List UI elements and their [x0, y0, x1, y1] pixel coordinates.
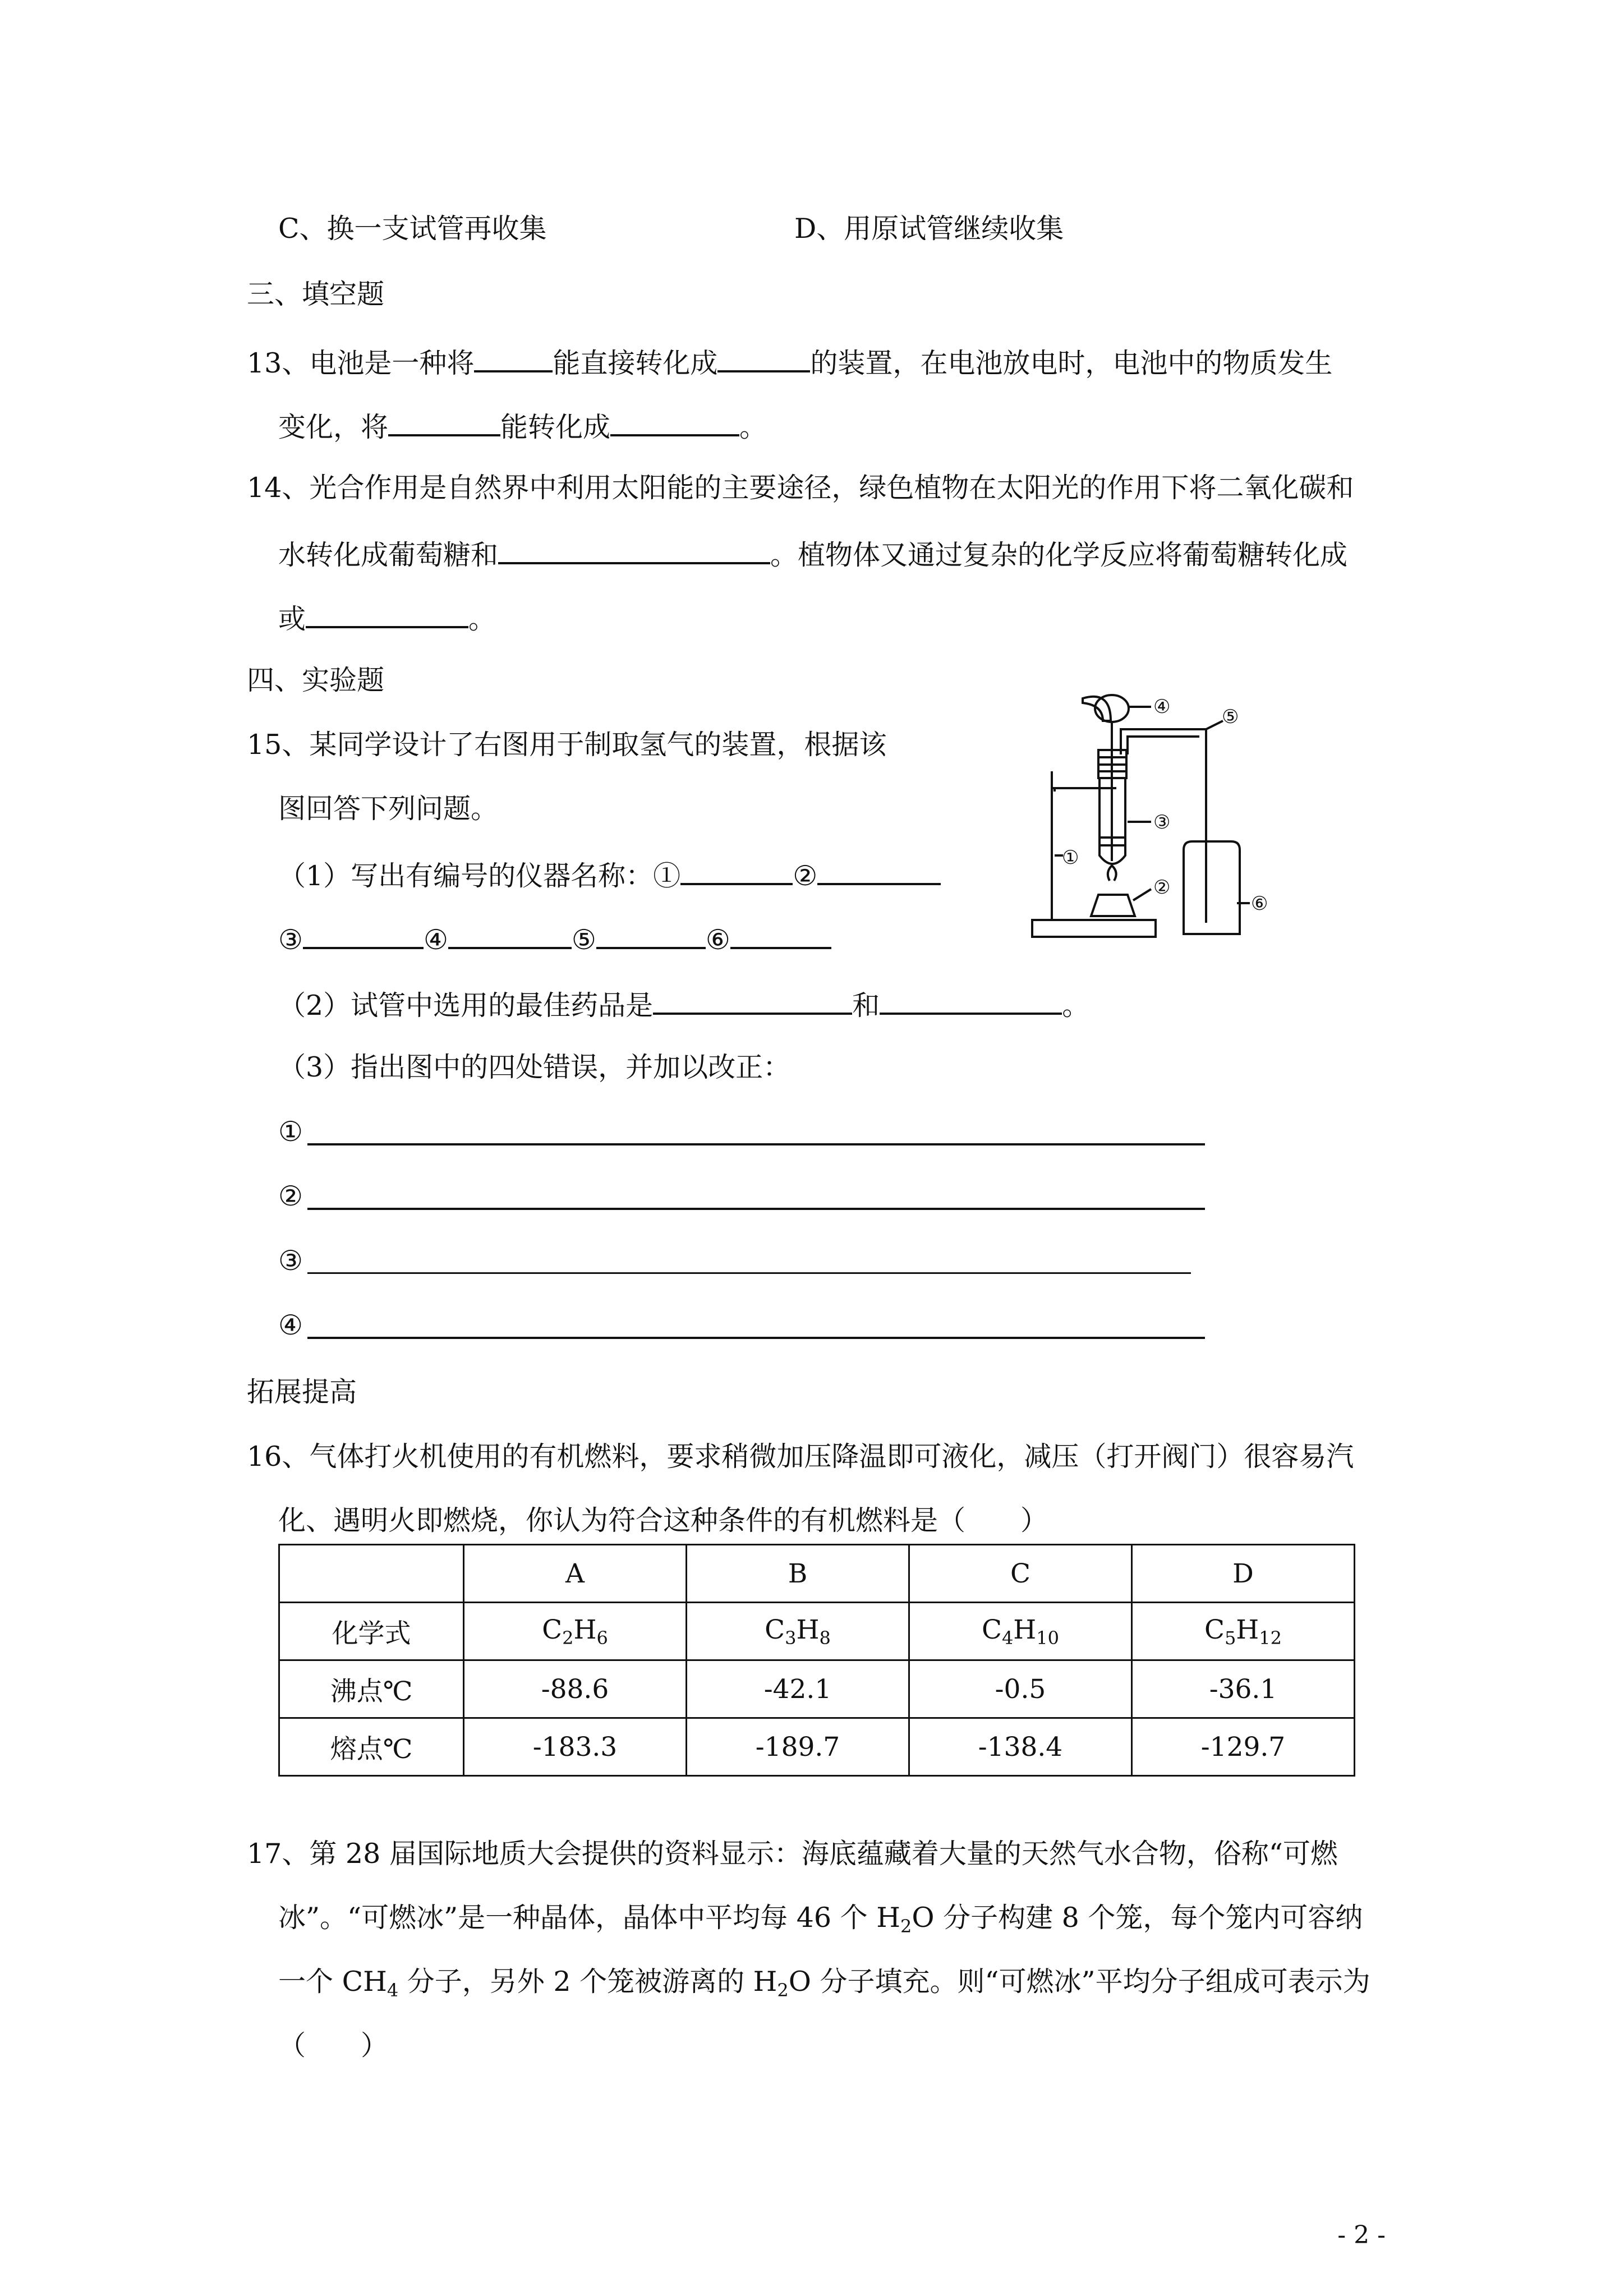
- q15-blank-6[interactable]: [730, 920, 831, 949]
- q14-blank-1[interactable]: [498, 535, 770, 564]
- q15-blank-4[interactable]: [448, 920, 572, 949]
- funnel: [1083, 697, 1111, 721]
- q13-text-1: 13、电池是一种将: [247, 347, 475, 379]
- section-title-experiment: 四、实验题: [247, 664, 385, 696]
- q15-blank-8[interactable]: [880, 986, 1062, 1015]
- question-14-line-2: [278, 535, 1347, 572]
- figure-label-1: ①: [1062, 846, 1079, 869]
- hydrogen-apparatus-figure: [1021, 687, 1313, 951]
- error-answer-line-3[interactable]: [307, 1272, 1191, 1274]
- question-15-intro-2: 图回答下列问题。: [278, 793, 499, 825]
- formula-c: $C_4H_{10}$: [909, 1603, 1132, 1660]
- q14-text-3: 。植物体又通过复杂的化学反应将葡萄糖转化成: [770, 539, 1348, 571]
- q13-blank-3[interactable]: [388, 407, 500, 436]
- question-14-line-3: [278, 599, 496, 636]
- q13-text-5: 能转化成: [500, 411, 611, 443]
- table-header-row: [279, 1545, 1355, 1603]
- boiling-b: -42.1: [687, 1660, 909, 1718]
- q13-text-4: 变化，将: [278, 411, 389, 443]
- formula-b: $C_3H_8$: [687, 1603, 909, 1660]
- melting-b: -189.7: [687, 1718, 909, 1776]
- table-row-melting: [279, 1718, 1355, 1776]
- q14-text-4: 或: [278, 603, 306, 635]
- table-header-d: D: [1132, 1545, 1355, 1603]
- question-15-sub-1: [278, 856, 941, 893]
- figure-label-6: ⑥: [1251, 892, 1268, 915]
- section-title-fill-in: 三、填空题: [247, 278, 385, 310]
- question-14-line-1: 14、光合作用是自然界中利用太阳能的主要途径，绿色植物在太阳光的作用下将二氧化碳和: [247, 472, 1354, 504]
- q13-blank-4[interactable]: [610, 407, 739, 436]
- error-label-1: ①: [278, 1116, 303, 1148]
- figure-label-3: ③: [1153, 811, 1171, 834]
- table-header-c: C: [909, 1545, 1132, 1603]
- question-17-line-4: （ ）: [278, 2030, 389, 2062]
- table-header-b: B: [687, 1545, 909, 1603]
- q15-sub2-text: （2）试管中选用的最佳药品是: [278, 990, 654, 1022]
- boiling-d: -36.1: [1132, 1660, 1355, 1718]
- figure-label-2: ②: [1153, 876, 1171, 899]
- question-16-line-1: 16、气体打火机使用的有机燃料，要求稍微加压降温即可液化，减压（打开阀门）很容易汽: [247, 1441, 1354, 1473]
- q15-sub2-and: 和: [852, 990, 880, 1022]
- q15-blank-1[interactable]: [680, 856, 793, 885]
- boiling-a: -88.6: [464, 1660, 687, 1718]
- question-13-line-1: [247, 343, 1332, 380]
- row-label-boiling: 沸点℃: [279, 1660, 464, 1718]
- table-row-formula: [279, 1603, 1355, 1660]
- q13-blank-2[interactable]: [717, 343, 810, 372]
- alcohol-lamp: [1091, 895, 1135, 916]
- error-label-2: ②: [278, 1180, 303, 1212]
- error-label-4: ④: [278, 1309, 303, 1341]
- question-15-sub-3: （3）指出图中的四处错误，并加以改正：: [278, 1051, 791, 1083]
- question-13-line-2: [278, 407, 767, 444]
- q15-circle-6: ⑥: [705, 924, 730, 956]
- q15-circle-4: ④: [423, 924, 448, 956]
- q14-text-5: 。: [468, 603, 496, 635]
- q13-blank-1[interactable]: [474, 343, 553, 372]
- question-17-line-2: 冰”。“可燃冰”是一种晶体，晶体中平均每 46 个 $H_2O$ 分子构建 8 个笼，每个笼内可容纳: [278, 1902, 1363, 1937]
- q15-blank-2[interactable]: [817, 856, 941, 885]
- formula-a: $C_2H_6$: [464, 1603, 687, 1660]
- q13-text-2: 能直接转化成: [553, 347, 718, 379]
- row-label-formula: 化学式: [279, 1603, 464, 1660]
- question-16-line-2: 化、遇明火即燃烧，你认为符合这种条件的有机燃料是（ ）: [278, 1504, 1048, 1536]
- error-label-3: ③: [278, 1245, 303, 1277]
- error-answer-line-4[interactable]: [307, 1337, 1205, 1339]
- fuel-properties-table: [278, 1544, 1355, 1777]
- question-15-intro-1: 15、某同学设计了右图用于制取氢气的装置，根据该: [247, 729, 887, 761]
- q15-blank-5[interactable]: [596, 920, 706, 949]
- q13-text-3: 的装置，在电池放电时，电池中的物质发生: [810, 347, 1333, 379]
- funnel-bulb: [1095, 695, 1129, 722]
- page-number: - 2 -: [1337, 2221, 1386, 2249]
- question-17-line-3: 一个 $CH_4$ 分子，另外 2 个笼被游离的 $H_2O$ 分子填充。则“可燃冰”平均分子组成可表示为: [278, 1966, 1370, 2001]
- section-title-extension: 拓展提高: [247, 1376, 357, 1408]
- q15-blank-7[interactable]: [653, 986, 852, 1015]
- question-15-sub-2: [278, 986, 1089, 1023]
- melting-c: -138.4: [909, 1718, 1132, 1776]
- stand-base: [1032, 920, 1156, 937]
- lamp-flame: [1108, 866, 1116, 881]
- figure-label-5: ⑤: [1222, 706, 1239, 728]
- q15-blank-3[interactable]: [303, 920, 424, 949]
- delivery-tube-inner: [1128, 737, 1199, 754]
- option-d: D、用原试管继续收集: [794, 213, 1064, 245]
- q15-circle-3: ③: [278, 924, 303, 956]
- q14-blank-2[interactable]: [306, 599, 468, 628]
- option-c: C、换一支试管再收集: [278, 213, 547, 245]
- question-15-sub-1b: [278, 920, 831, 957]
- question-17-line-1: 17、第 28 届国际地质大会提供的资料显示：海底蕴藏着大量的天然气水合物，俗称“可燃: [247, 1838, 1338, 1870]
- error-answer-line-1[interactable]: [307, 1143, 1205, 1145]
- q14-text-2: 水转化成葡萄糖和: [278, 539, 499, 571]
- table-header-a: A: [464, 1545, 687, 1603]
- melting-a: -183.3: [464, 1718, 687, 1776]
- q15-sub2-end: 。: [1062, 990, 1090, 1022]
- formula-d: $C_5H_{12}$: [1132, 1603, 1355, 1660]
- q15-circle-2: ②: [793, 860, 818, 892]
- q15-circle-5: ⑤: [571, 924, 596, 956]
- boiling-c: -0.5: [909, 1660, 1132, 1718]
- figure-label-4: ④: [1153, 696, 1171, 718]
- table-corner-cell: [279, 1545, 464, 1603]
- row-label-melting: 熔点℃: [279, 1718, 464, 1776]
- table-row-boiling: [279, 1660, 1355, 1718]
- q13-text-6: 。: [739, 411, 767, 443]
- q15-sub1-text: （1）写出有编号的仪器名称：①: [278, 860, 681, 892]
- melting-d: -129.7: [1132, 1718, 1355, 1776]
- error-answer-line-2[interactable]: [307, 1208, 1205, 1210]
- collecting-bottle: [1184, 841, 1240, 934]
